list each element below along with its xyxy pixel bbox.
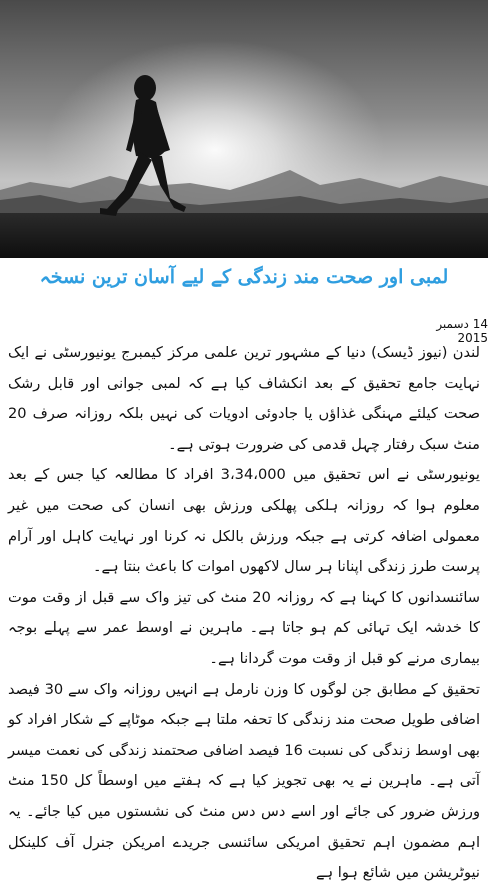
article-date: 14 دسمبر 2015 bbox=[436, 317, 488, 345]
article-paragraph: تحقیق کے مطابق جن لوگوں کا وزن نارمل ہے انہیں روزانہ واک سے 30 فیصد اضافی طویل صحت مند زندگی کا تحفہ ملتا ہے جبکہ موٹاپے کے شکار افراد کو بھی اوسط زندگی کی نسبت 16 فیصد اضافی صحتمند زندگی کی نعمت میسر آتی ہے۔ ماہرین نے یہ بھی تجویز کیا ہے کہ ہفتے میں اوسطاً کل 150 منٹ ورزش ضرور کی جائے اور اسے دس دس منٹ کی نشستوں میں کیا جائے۔ یہ اہم مضمون اہم تحقیق امریکی سائنسی جریدے امریکن جنرل آف کلینکل نیوٹریشن میں شائع ہوا ہے bbox=[8, 680, 480, 882]
article-paragraph: یونیورسٹی نے اس تحقیق میں 3،34،000 افراد کا مطالعہ کیا جس کے بعد معلوم ہوا کہ روزانہ ہلکی پھلکی ورزش بھی انسان کی صحت میں غیر معمولی اضافہ کرتی ہے جبکہ ورزش بالکل نہ کرنا اور نہایت کاہل اور آرام پرست طرز زندگی اپنانا ہر سال لاکھوں اموات کا باعث بنتا ہے۔ bbox=[8, 466, 480, 576]
hero-image bbox=[0, 0, 488, 258]
article-body bbox=[8, 338, 481, 882]
walking-man-silhouette-sunset-photo bbox=[0, 0, 488, 258]
article-title: لمبی اور صحت مند زندگی کے لیے آسان ترین نسخہ bbox=[39, 266, 449, 288]
article-paragraph: سائنسدانوں کا کہنا ہے کہ روزانہ 20 منٹ کی تیز واک سے قبل از وقت موت کا خدشہ ایک تہائی کم ہو جاتا ہے۔ ماہرین نے اوسط عمر سے پہلے بوجہ بیماری مرنے کو قبل از وقت موت گردانا ہے۔ bbox=[8, 588, 481, 667]
article-paragraph: لندن (نیوز ڈیسک) دنیا کے مشہور ترین علمی مرکز کیمبرج یونیورسٹی نے ایک نہایت جامع تحقیق کے بعد انکشاف کیا ہے کہ لمبی جوانی اور قابل رشک صحت کیلئے مہنگی غذاؤں یا جادوئی ادویات کی نہیں بلکہ روزانہ صرف 20 منٹ سبک رفتار چہل قدمی کی ضرورت ہوتی ہے۔ bbox=[8, 344, 480, 453]
